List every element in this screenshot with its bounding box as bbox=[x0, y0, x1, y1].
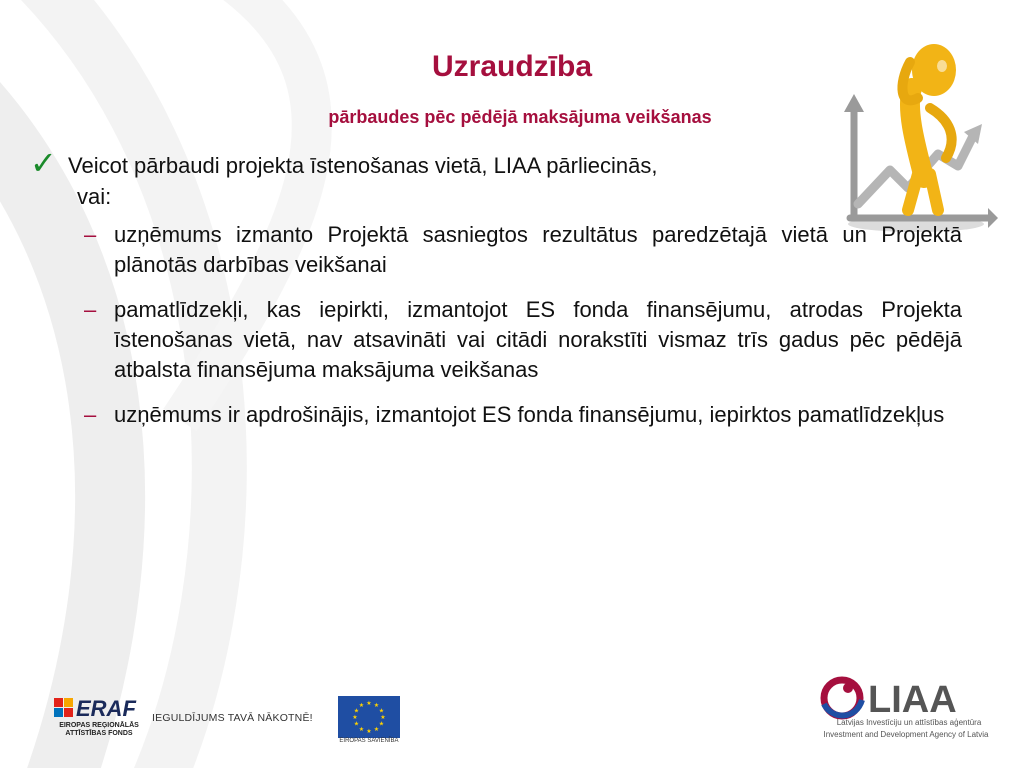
svg-text:★: ★ bbox=[353, 720, 360, 728]
svg-text:★: ★ bbox=[358, 726, 365, 733]
eu-caption: EIROPAS SAVIENĪBA bbox=[339, 738, 399, 744]
sub-bullet-list bbox=[30, 220, 962, 430]
main-bullet-text-line2: vai: bbox=[77, 184, 112, 209]
footer bbox=[0, 660, 1024, 768]
dash-bullet-marker: – bbox=[84, 402, 97, 427]
liaa-name-lv: Latvijas Investīciju un attīstības aģentūra bbox=[836, 718, 982, 727]
svg-text:★: ★ bbox=[380, 714, 386, 721]
liaa-logo-text: LIAA bbox=[868, 679, 957, 721]
liaa-logo bbox=[818, 674, 998, 722]
dash-bullet-marker: – bbox=[84, 297, 97, 322]
dash-bullet-marker: – bbox=[84, 222, 97, 247]
slide-subtitle: pārbaudes pēc pēdējā maksājuma veikšanas bbox=[328, 107, 712, 127]
slide-title: Uzraudzība bbox=[431, 50, 593, 83]
eraf-caption: EIROPAS REĢIONĀLĀS ATTĪSTĪBAS FONDS bbox=[59, 722, 139, 737]
checkmark-icon: ✓ bbox=[30, 144, 57, 182]
sub-bullet-text: uzņēmums ir apdrošinājis, izmantojot ES fonda finansējumu, iepirktos pamatlīdzekļus bbox=[114, 402, 945, 427]
content-area bbox=[30, 144, 962, 445]
eraf-logo-text: ERAF bbox=[76, 696, 136, 721]
sub-bullet-text: pamatlīdzekļi, kas iepirkti, izmantojot ES fonda finansējumu, atrodas Projekta īstenošanas vietā, nav atsavināti vai citādi norakstīti vismaz trīs gadus pēc pēdējā atbalsta finansējuma maksājuma veikšanas bbox=[114, 297, 962, 382]
svg-text:★: ★ bbox=[378, 720, 385, 728]
svg-text:★: ★ bbox=[366, 728, 372, 735]
footer-slogan: IEGULDĪJUMS TAVĀ NĀKOTNĒ! bbox=[152, 712, 313, 724]
sub-bullet-item bbox=[30, 295, 962, 385]
main-bullet bbox=[30, 144, 858, 212]
svg-text:★: ★ bbox=[373, 702, 380, 709]
svg-text:★: ★ bbox=[366, 700, 372, 707]
svg-text:★: ★ bbox=[373, 726, 380, 733]
svg-text:★: ★ bbox=[352, 714, 358, 721]
main-bullet-text-line1: Veicot pārbaudi projekta īstenošanas vietā, LIAA pārliecinās, bbox=[68, 153, 658, 178]
sub-bullet-item bbox=[30, 220, 962, 280]
eu-flag-icon bbox=[338, 696, 400, 738]
sub-bullet-item bbox=[30, 400, 962, 430]
svg-text:★: ★ bbox=[358, 702, 365, 709]
svg-text:★: ★ bbox=[353, 707, 360, 715]
liaa-name-en: Investment and Development Agency of Latvia bbox=[823, 730, 989, 739]
sub-bullet-text: uzņēmums izmanto Projektā sasniegtos rezultātus paredzētajā vietā un Projektā plānotās darbības veikšanai bbox=[114, 222, 962, 277]
svg-text:★: ★ bbox=[378, 707, 385, 715]
